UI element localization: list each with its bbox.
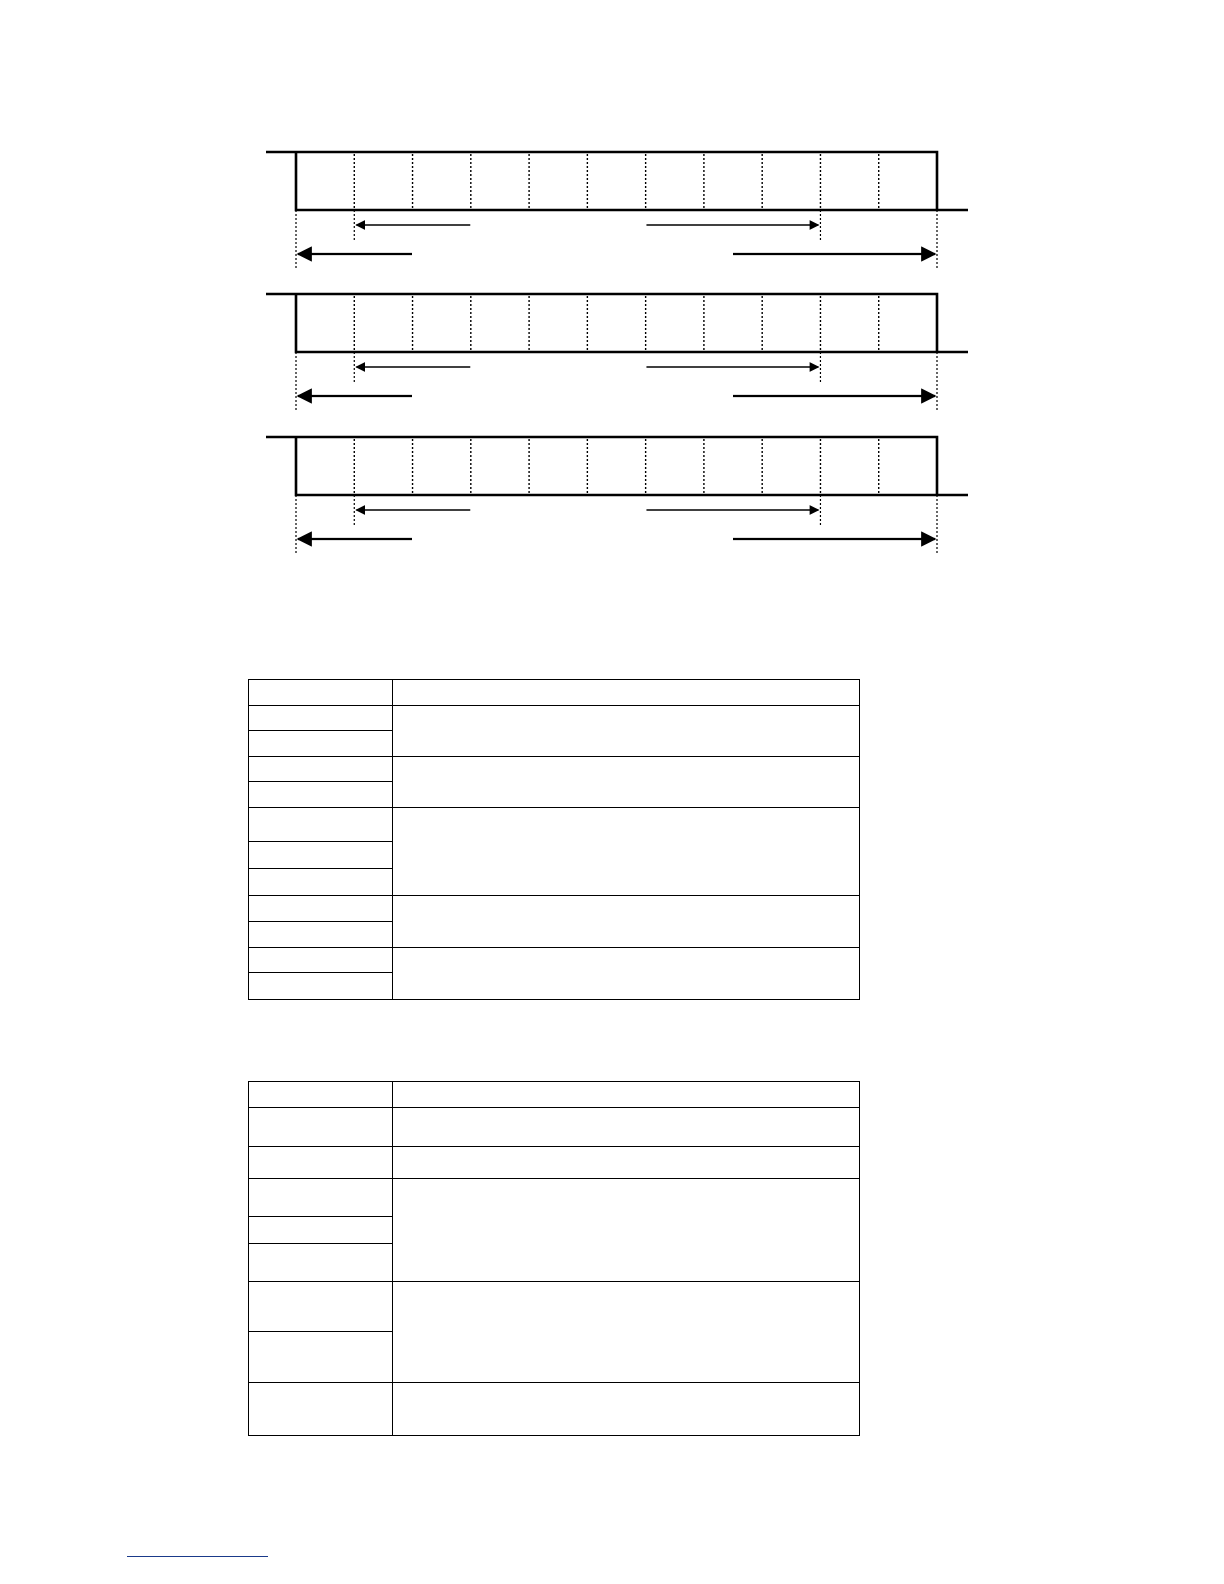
desc-cell xyxy=(393,1147,860,1179)
span-arrows xyxy=(298,367,935,396)
segment-dividers xyxy=(296,154,937,270)
key-cell xyxy=(249,782,393,808)
header-desc-cell xyxy=(393,680,860,706)
timing-diagram-2 xyxy=(262,282,974,412)
key-cell xyxy=(249,842,393,869)
table-2 xyxy=(248,1081,860,1436)
table-row xyxy=(249,1383,860,1436)
key-cell xyxy=(249,706,393,731)
table-1 xyxy=(248,679,860,1000)
desc-cell xyxy=(393,757,860,808)
frame-waveform xyxy=(266,152,968,210)
key-cell xyxy=(249,948,393,973)
key-cell xyxy=(249,922,393,948)
key-cell xyxy=(249,1244,393,1282)
key-cell xyxy=(249,1217,393,1244)
timing-diagram-3-svg xyxy=(262,425,974,555)
table-row xyxy=(249,896,860,922)
frame-outline xyxy=(266,437,968,495)
key-cell xyxy=(249,1282,393,1332)
table-row xyxy=(249,1179,860,1217)
frame-outline xyxy=(266,152,968,210)
frame-outline xyxy=(266,294,968,352)
header-key-cell xyxy=(249,680,393,706)
span-arrows xyxy=(298,225,935,254)
key-cell xyxy=(249,1383,393,1436)
timing-diagram-1 xyxy=(262,140,974,270)
table-header-row xyxy=(249,680,860,706)
key-cell xyxy=(249,757,393,782)
table-row xyxy=(249,948,860,973)
frame-waveform xyxy=(266,294,968,352)
timing-diagram-3 xyxy=(262,425,974,555)
table-row xyxy=(249,808,860,842)
desc-cell xyxy=(393,1383,860,1436)
key-cell xyxy=(249,1147,393,1179)
table-row xyxy=(249,757,860,782)
key-cell xyxy=(249,731,393,757)
desc-cell xyxy=(393,706,860,757)
key-cell xyxy=(249,1332,393,1383)
desc-cell xyxy=(393,1108,860,1147)
table-row xyxy=(249,1108,860,1147)
desc-cell xyxy=(393,896,860,948)
segment-dividers xyxy=(296,439,937,555)
footnote-separator-rule xyxy=(127,1556,268,1557)
table-row xyxy=(249,1282,860,1332)
frame-waveform xyxy=(266,437,968,495)
desc-cell xyxy=(393,948,860,1000)
table-header-row xyxy=(249,1082,860,1108)
span-arrows xyxy=(298,510,935,539)
key-cell xyxy=(249,808,393,842)
key-cell xyxy=(249,973,393,1000)
table-row xyxy=(249,1147,860,1179)
desc-cell xyxy=(393,1179,860,1282)
key-cell xyxy=(249,869,393,896)
header-key-cell xyxy=(249,1082,393,1108)
header-desc-cell xyxy=(393,1082,860,1108)
desc-cell xyxy=(393,808,860,896)
timing-diagram-2-svg xyxy=(262,282,974,412)
table-row xyxy=(249,706,860,731)
key-cell xyxy=(249,1108,393,1147)
timing-diagram-1-svg xyxy=(262,140,974,270)
desc-cell xyxy=(393,1282,860,1383)
segment-dividers xyxy=(296,296,937,412)
key-cell xyxy=(249,896,393,922)
key-cell xyxy=(249,1179,393,1217)
